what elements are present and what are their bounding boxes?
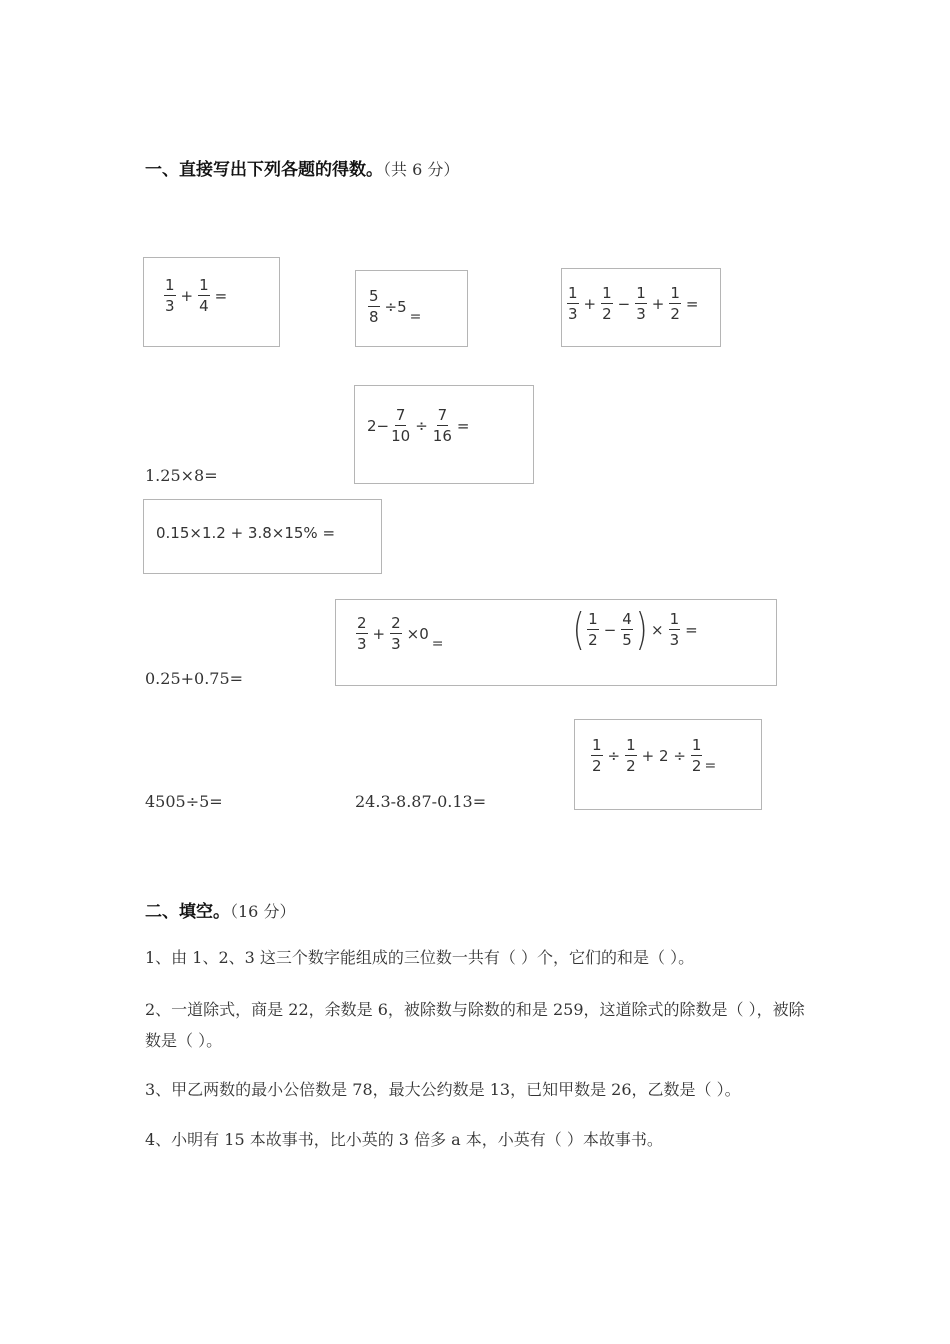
expression-3 (565, 286, 702, 322)
question-4: 4、小明有 15 本故事书，比小英的 3 倍多 a 本，小英有（ ）本故事书。 (145, 1130, 663, 1149)
expression-2 (366, 289, 421, 325)
expression-6 (354, 616, 444, 652)
expression-box-2 (355, 270, 468, 347)
fraction: $\frac{5}{8}$ (369, 287, 379, 326)
fraction: $\frac{1}{2}$ (691, 736, 702, 775)
equals-sign: = (685, 295, 699, 313)
equals-sign: = (214, 287, 228, 305)
operator: + 2 ÷ (641, 747, 686, 765)
expression-box-3 (561, 268, 721, 347)
operator: − (617, 295, 631, 313)
fraction: $\frac{1}{4}$ (199, 276, 209, 315)
fraction: $\frac{2}{3}$ (357, 614, 367, 653)
expression-box-8 (574, 719, 762, 810)
operator: + (651, 295, 665, 313)
fraction: $\frac{1}{2}$ (588, 610, 598, 649)
right-parenthesis: ) (635, 604, 648, 655)
section1-heading (145, 155, 459, 180)
operator: ×0 (406, 625, 429, 643)
fraction: $\frac{1}{3}$ (568, 284, 578, 323)
expression-4 (367, 408, 472, 444)
fraction: $\frac{2}{3}$ (391, 614, 401, 653)
expression-7 (572, 604, 701, 655)
equals-sign: = (456, 417, 470, 435)
operator: ÷ (415, 417, 428, 435)
plain-expression-2: 0.25+0.75= (145, 669, 244, 688)
fraction: $\frac{1}{3}$ (636, 284, 646, 323)
operator: ÷5 (384, 298, 407, 316)
fraction: $\frac{7}{10}$ (391, 406, 411, 445)
fraction: $\frac{1}{3}$ (669, 610, 680, 649)
plain-expression-4: 24.3-8.87-0.13= (355, 792, 487, 811)
question-1: 1、由 1、2、3 这三个数字能组成的三位数一共有（ ）个，它们的和是（ ）。 (145, 948, 695, 967)
question-2: 2、一道除式，商是 22，余数是 6，被除数与除数的和是 259，这道除式的除数是（ ），被除数是（ ）。 (145, 1000, 805, 1050)
section1-score: （共 6 分） (383, 160, 460, 179)
expression-box-4 (354, 385, 534, 484)
plain-expression-1: 1.25×8= (145, 466, 218, 485)
fraction: $\frac{1}{2}$ (592, 736, 602, 775)
operator: + (180, 287, 194, 305)
fraction: $\frac{1}{3}$ (165, 276, 175, 315)
expression-1 (162, 278, 230, 314)
plain-expression-3: 4505÷5= (145, 792, 223, 811)
section2-title: 二、填空。 (145, 902, 230, 922)
fraction: $\frac{7}{16}$ (432, 406, 452, 445)
equals-sign: = (431, 636, 444, 652)
expression-box-1 (143, 257, 280, 347)
expression-box-6 (335, 599, 777, 686)
fraction: $\frac{1}{2}$ (602, 284, 612, 323)
section2-score: （16 分） (230, 902, 296, 921)
expression-5: 0.15×1.2 + 3.8×15% = (156, 524, 336, 542)
equals-sign: = (409, 309, 422, 325)
operator: ÷ (607, 747, 621, 765)
expression-box-5 (143, 499, 382, 574)
equals-sign: = (685, 621, 698, 639)
fraction: $\frac{4}{5}$ (622, 610, 632, 649)
equals-sign: = (704, 758, 717, 774)
operator: + (583, 295, 597, 313)
fraction: $\frac{1}{2}$ (670, 284, 680, 323)
section1-title: 一、直接写出下列各题的得数。 (145, 160, 383, 180)
expression-8 (589, 738, 716, 774)
operator: − (603, 621, 617, 639)
operator: + (372, 625, 386, 643)
left-parenthesis: ( (572, 604, 585, 655)
operator: × (651, 621, 664, 639)
operator: 2− (367, 417, 390, 435)
fraction: $\frac{1}{2}$ (626, 736, 636, 775)
section2-heading (145, 897, 295, 922)
question-3: 3、甲乙两数的最小公倍数是 78，最大公约数是 13，已知甲数是 26，乙数是（ ）。 (145, 1080, 741, 1099)
